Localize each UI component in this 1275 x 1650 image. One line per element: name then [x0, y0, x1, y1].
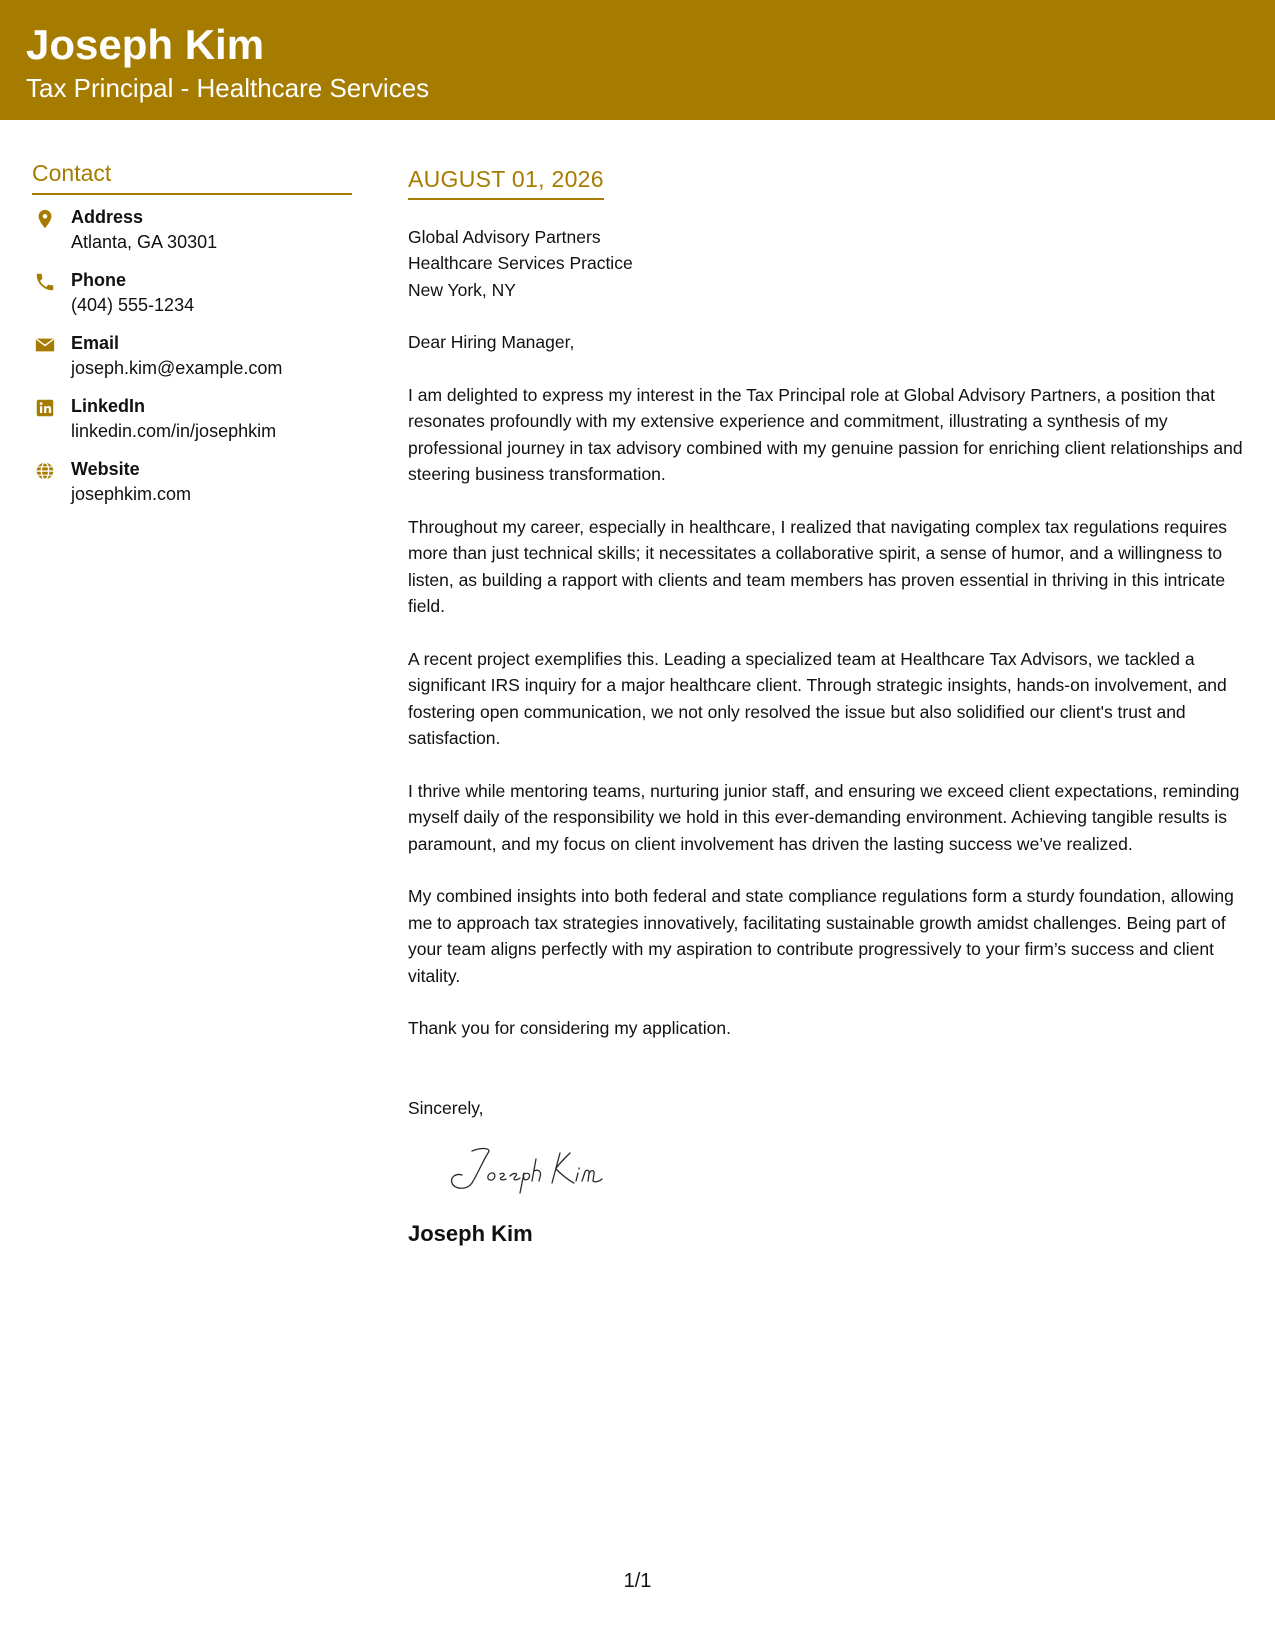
address-value: Atlanta, GA 30301 — [71, 231, 218, 252]
envelope-icon — [34, 334, 56, 356]
recipient-block — [408, 224, 1248, 304]
page-number: 1/1 — [623, 1570, 652, 1592]
contact-item-email — [32, 333, 352, 396]
email-value[interactable]: joseph.kim@example.com — [71, 357, 283, 378]
paragraph: I am delighted to express my interest in the Tax Principal role at Global Advisory Partners, a position that resonates profoundly with my extensive experience and commitment, illustrating a synthesis of my professional journey in tax advisory combined with my genuine passion for enriching client relationships and steering business transformation. — [408, 384, 1243, 485]
linkedin-label: LinkedIn — [71, 395, 146, 416]
signer-name: Joseph Kim — [408, 1221, 533, 1247]
recipient-location: New York, NY — [408, 279, 516, 300]
phone-icon — [34, 271, 56, 293]
phone-value: (404) 555-1234 — [71, 294, 195, 315]
salutation: Dear Hiring Manager, — [408, 332, 575, 353]
closing: Sincerely, — [408, 1097, 484, 1118]
website-label: Website — [71, 458, 140, 479]
paragraph: A recent project exemplifies this. Leading a specialized team at Healthcare Tax Advisors, we tackled a significant IRS inquiry for a major healthcare client. Through strategic insights, hands-on involvement, and fostering open communication, we not only resolved the issue but also solidified our client's trust and satisfaction. — [408, 648, 1227, 749]
recipient-department: Healthcare Services Practice — [408, 253, 633, 274]
linkedin-value[interactable]: linkedin.com/in/josephkim — [71, 420, 277, 441]
letter-body — [408, 165, 1248, 1248]
phone-label: Phone — [71, 269, 127, 290]
email-label: Email — [71, 332, 120, 353]
handwritten-signature — [442, 1139, 642, 1199]
applicant-name: Joseph Kim — [26, 21, 265, 68]
letter-date: AUGUST 01, 2026 — [408, 165, 604, 200]
contact-item-linkedin — [32, 396, 352, 459]
paragraph: I thrive while mentoring teams, nurturing junior staff, and ensuring we exceed client expectations, reminding myself daily of the responsibility we hold in this ever-demanding environment. Achieving tangible results is paramount, and my focus on client involvement has driven the lasting success we’ve realized. — [408, 780, 1240, 854]
paragraph: Thank you for considering my application. — [408, 1018, 731, 1039]
website-value[interactable]: josephkim.com — [71, 483, 192, 504]
contact-section-title: Contact — [32, 160, 352, 195]
contact-item-address — [32, 207, 352, 270]
paragraph: My combined insights into both federal and state compliance regulations form a sturdy foundation, allowing me to approach tax strategies innovatively, facilitating sustainable growth amidst challenges. Being part of your team aligns perfectly with my aspiration to contribute progressively to your firm’s success and client vitality. — [408, 886, 1234, 986]
applicant-title: Tax Principal - Healthcare Services — [26, 73, 430, 103]
sidebar — [32, 160, 352, 522]
header-banner — [0, 0, 1275, 120]
address-label: Address — [71, 206, 144, 227]
map-pin-icon — [34, 208, 56, 230]
recipient-company: Global Advisory Partners — [408, 226, 601, 247]
contact-item-phone — [32, 270, 352, 333]
contact-item-website — [32, 459, 352, 522]
linkedin-icon — [34, 397, 56, 419]
paragraph: Throughout my career, especially in healthcare, I realized that navigating complex tax regulations requires more than just technical skills; it necessitates a collaborative spirit, a sense of humor, and a willingness to listen, as building a rapport with clients and team members has proven essential in thriving in this intricate field. — [408, 516, 1228, 617]
globe-icon — [34, 460, 56, 482]
contact-list — [32, 207, 352, 522]
